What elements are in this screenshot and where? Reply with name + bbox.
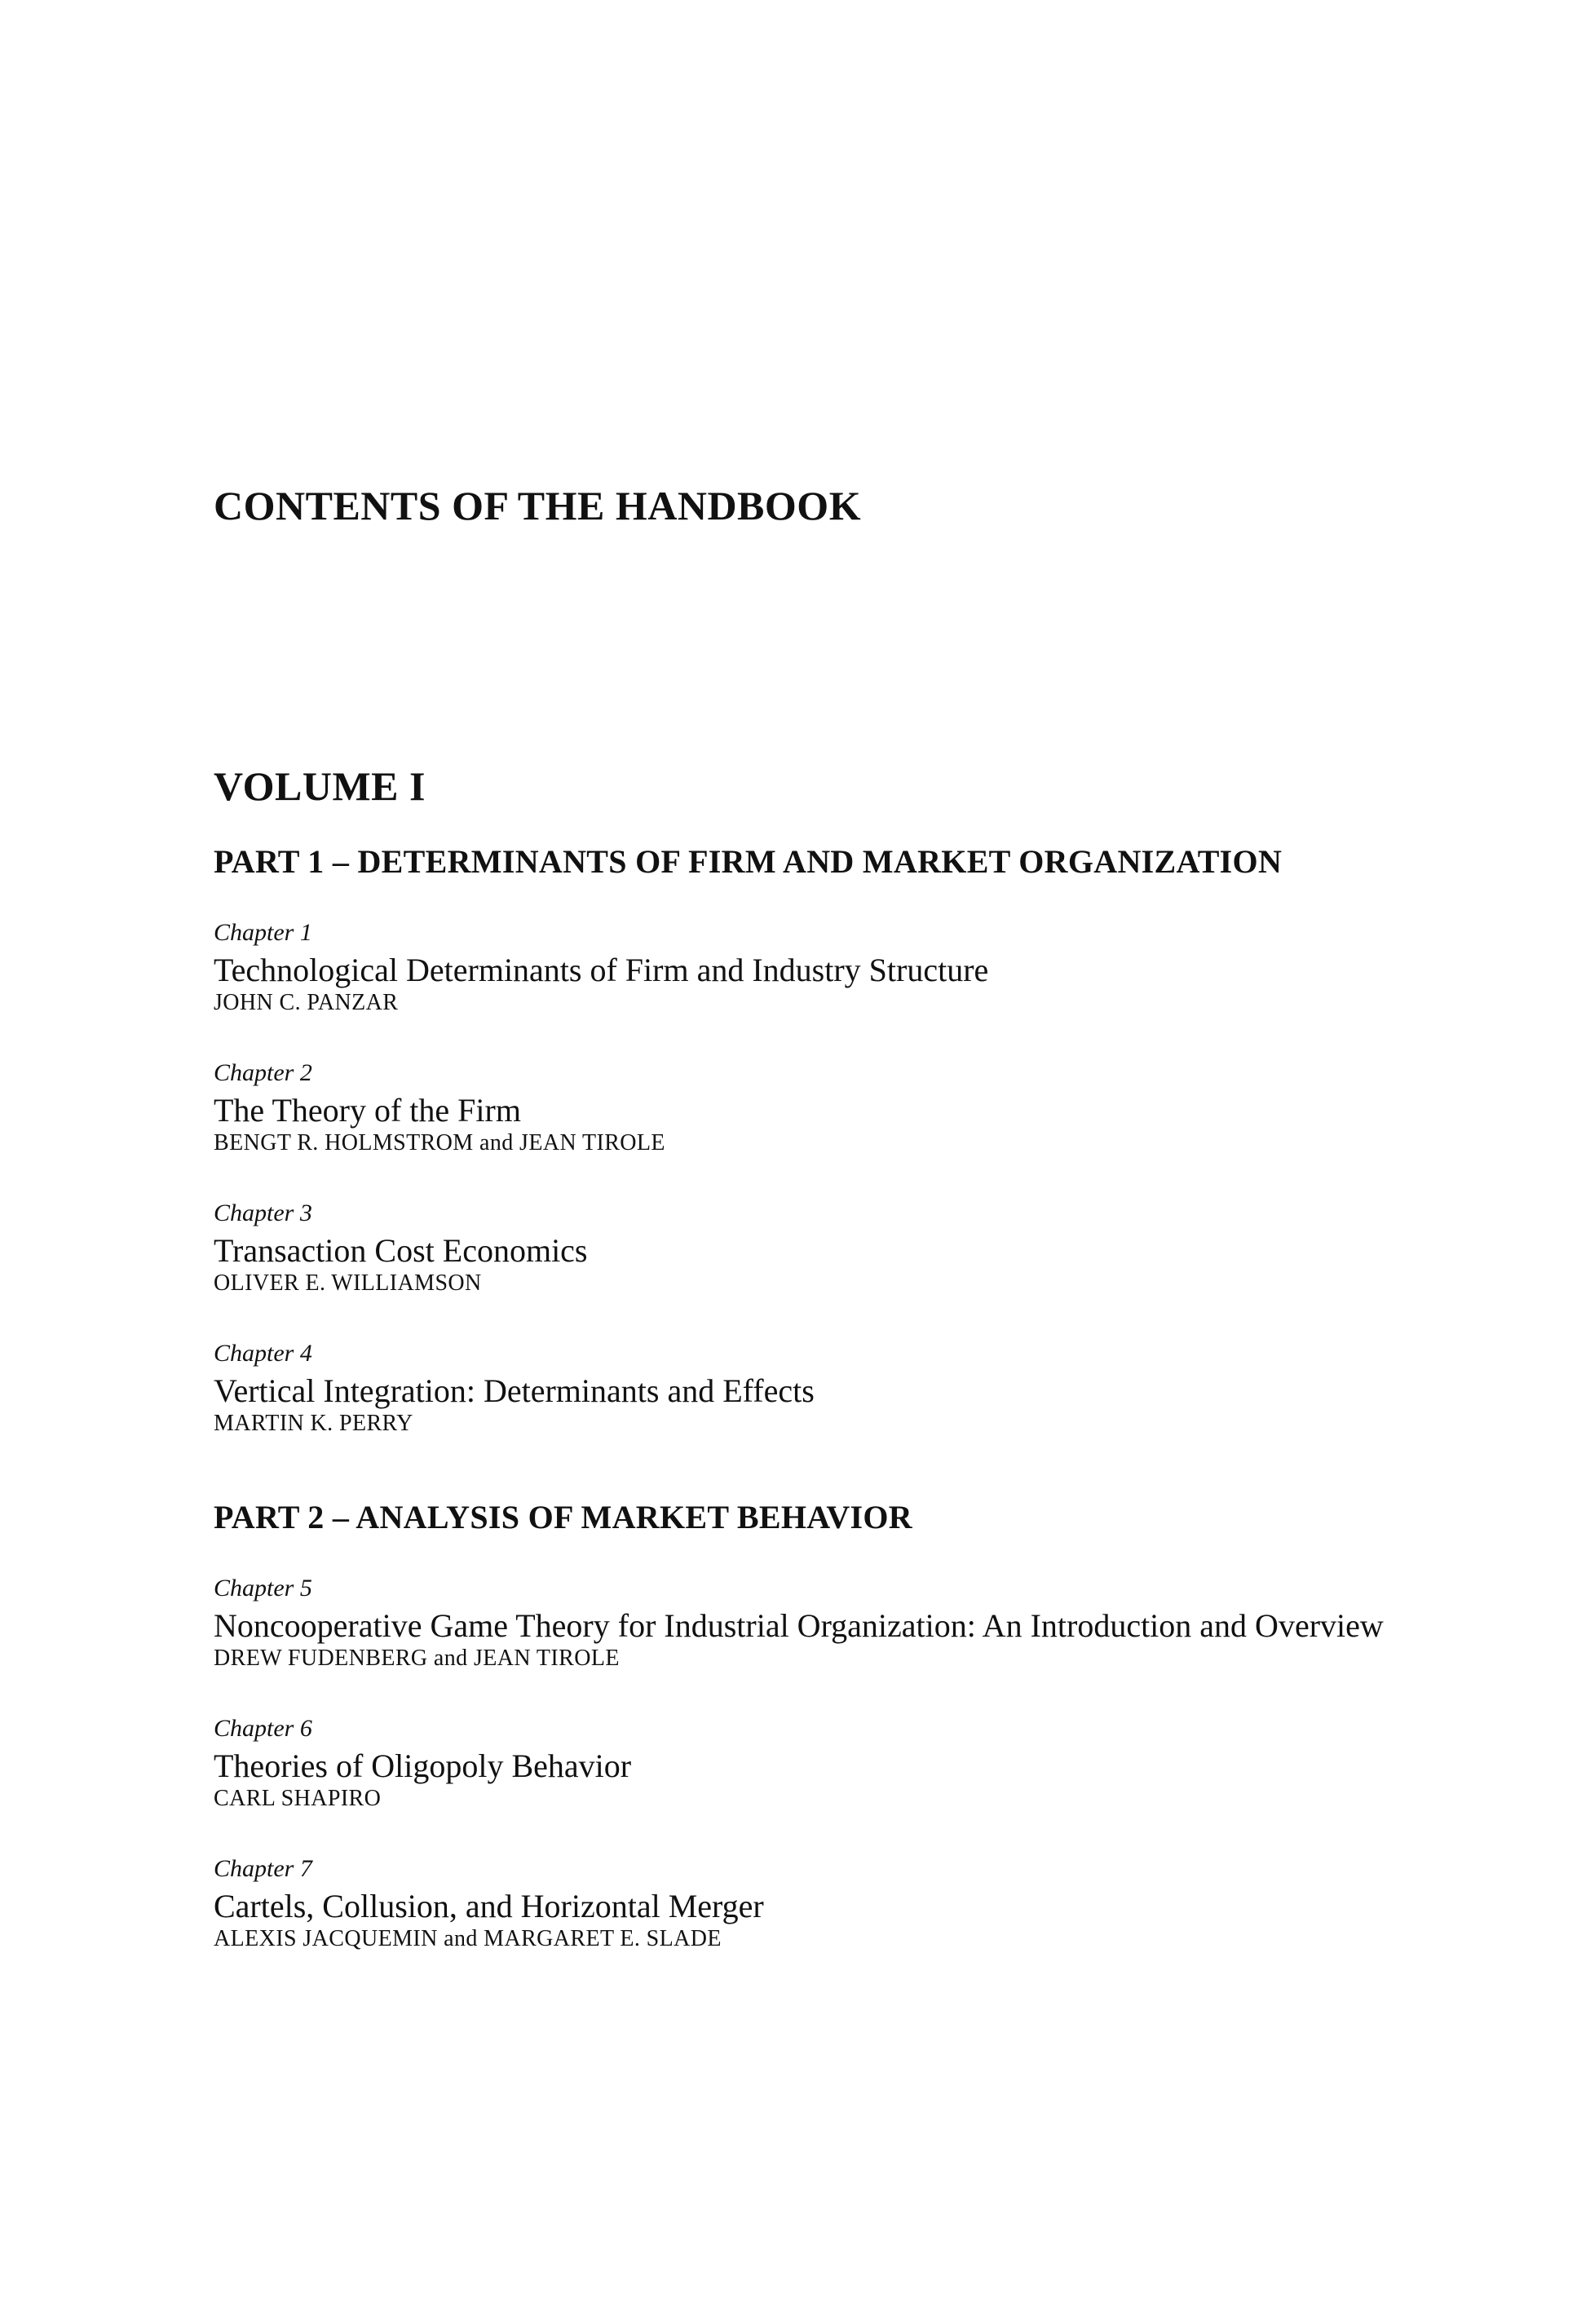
- volume-title: VOLUME I: [214, 763, 426, 809]
- chapter-title: Transaction Cost Economics: [214, 1232, 588, 1269]
- chapter-title: Theories of Oligopoly Behavior: [214, 1747, 632, 1784]
- chapter-title: Technological Determinants of Firm and Industry Structure: [214, 952, 989, 988]
- part-2: [214, 1497, 1486, 1952]
- chapter-title: The Theory of the Firm: [214, 1092, 521, 1129]
- chapter-label: Chapter 5: [214, 1575, 312, 1602]
- chapter-entry-5: [214, 1574, 1486, 1672]
- chapter-label: Chapter 1: [214, 919, 312, 946]
- part-title: PART 2 – ANALYSIS OF MARKET BEHAVIOR: [214, 1499, 912, 1535]
- chapter-title: Noncooperative Game Theory for Industrial Organization: An Introduction and Overview: [214, 1607, 1384, 1644]
- chapter-authors: BENGT R. HOLMSTROM and JEAN TIROLE: [214, 1130, 665, 1155]
- chapter-entry-7: [214, 1854, 1486, 1952]
- part-title: PART 1 – DETERMINANTS OF FIRM AND MARKET ORGANIZATION: [214, 843, 1283, 880]
- chapter-entry-6: [214, 1714, 1486, 1812]
- part-1: [214, 842, 1486, 1437]
- page-title: CONTENTS OF THE HANDBOOK: [214, 483, 862, 528]
- chapter-label: Chapter 4: [214, 1340, 312, 1367]
- chapter-label: Chapter 6: [214, 1715, 312, 1742]
- chapter-entry-3: [214, 1199, 1486, 1297]
- chapter-authors: ALEXIS JACQUEMIN and MARGARET E. SLADE: [214, 1926, 722, 1951]
- chapter-entry-2: [214, 1058, 1486, 1156]
- contents-body: [214, 481, 1486, 1952]
- chapter-label: Chapter 2: [214, 1059, 312, 1086]
- chapter-authors: CARL SHAPIRO: [214, 1786, 382, 1811]
- chapter-label: Chapter 7: [214, 1855, 312, 1882]
- chapter-title: Vertical Integration: Determinants and Effects: [214, 1372, 815, 1409]
- chapter-label: Chapter 3: [214, 1200, 312, 1226]
- chapter-entry-4: [214, 1339, 1486, 1437]
- chapter-authors: DREW FUDENBERG and JEAN TIROLE: [214, 1646, 620, 1671]
- chapter-authors: JOHN C. PANZAR: [214, 990, 399, 1015]
- chapter-authors: MARTIN K. PERRY: [214, 1411, 413, 1436]
- chapter-title: Cartels, Collusion, and Horizontal Merger: [214, 1888, 764, 1924]
- chapter-entry-1: [214, 918, 1486, 1016]
- chapter-authors: OLIVER E. WILLIAMSON: [214, 1270, 482, 1296]
